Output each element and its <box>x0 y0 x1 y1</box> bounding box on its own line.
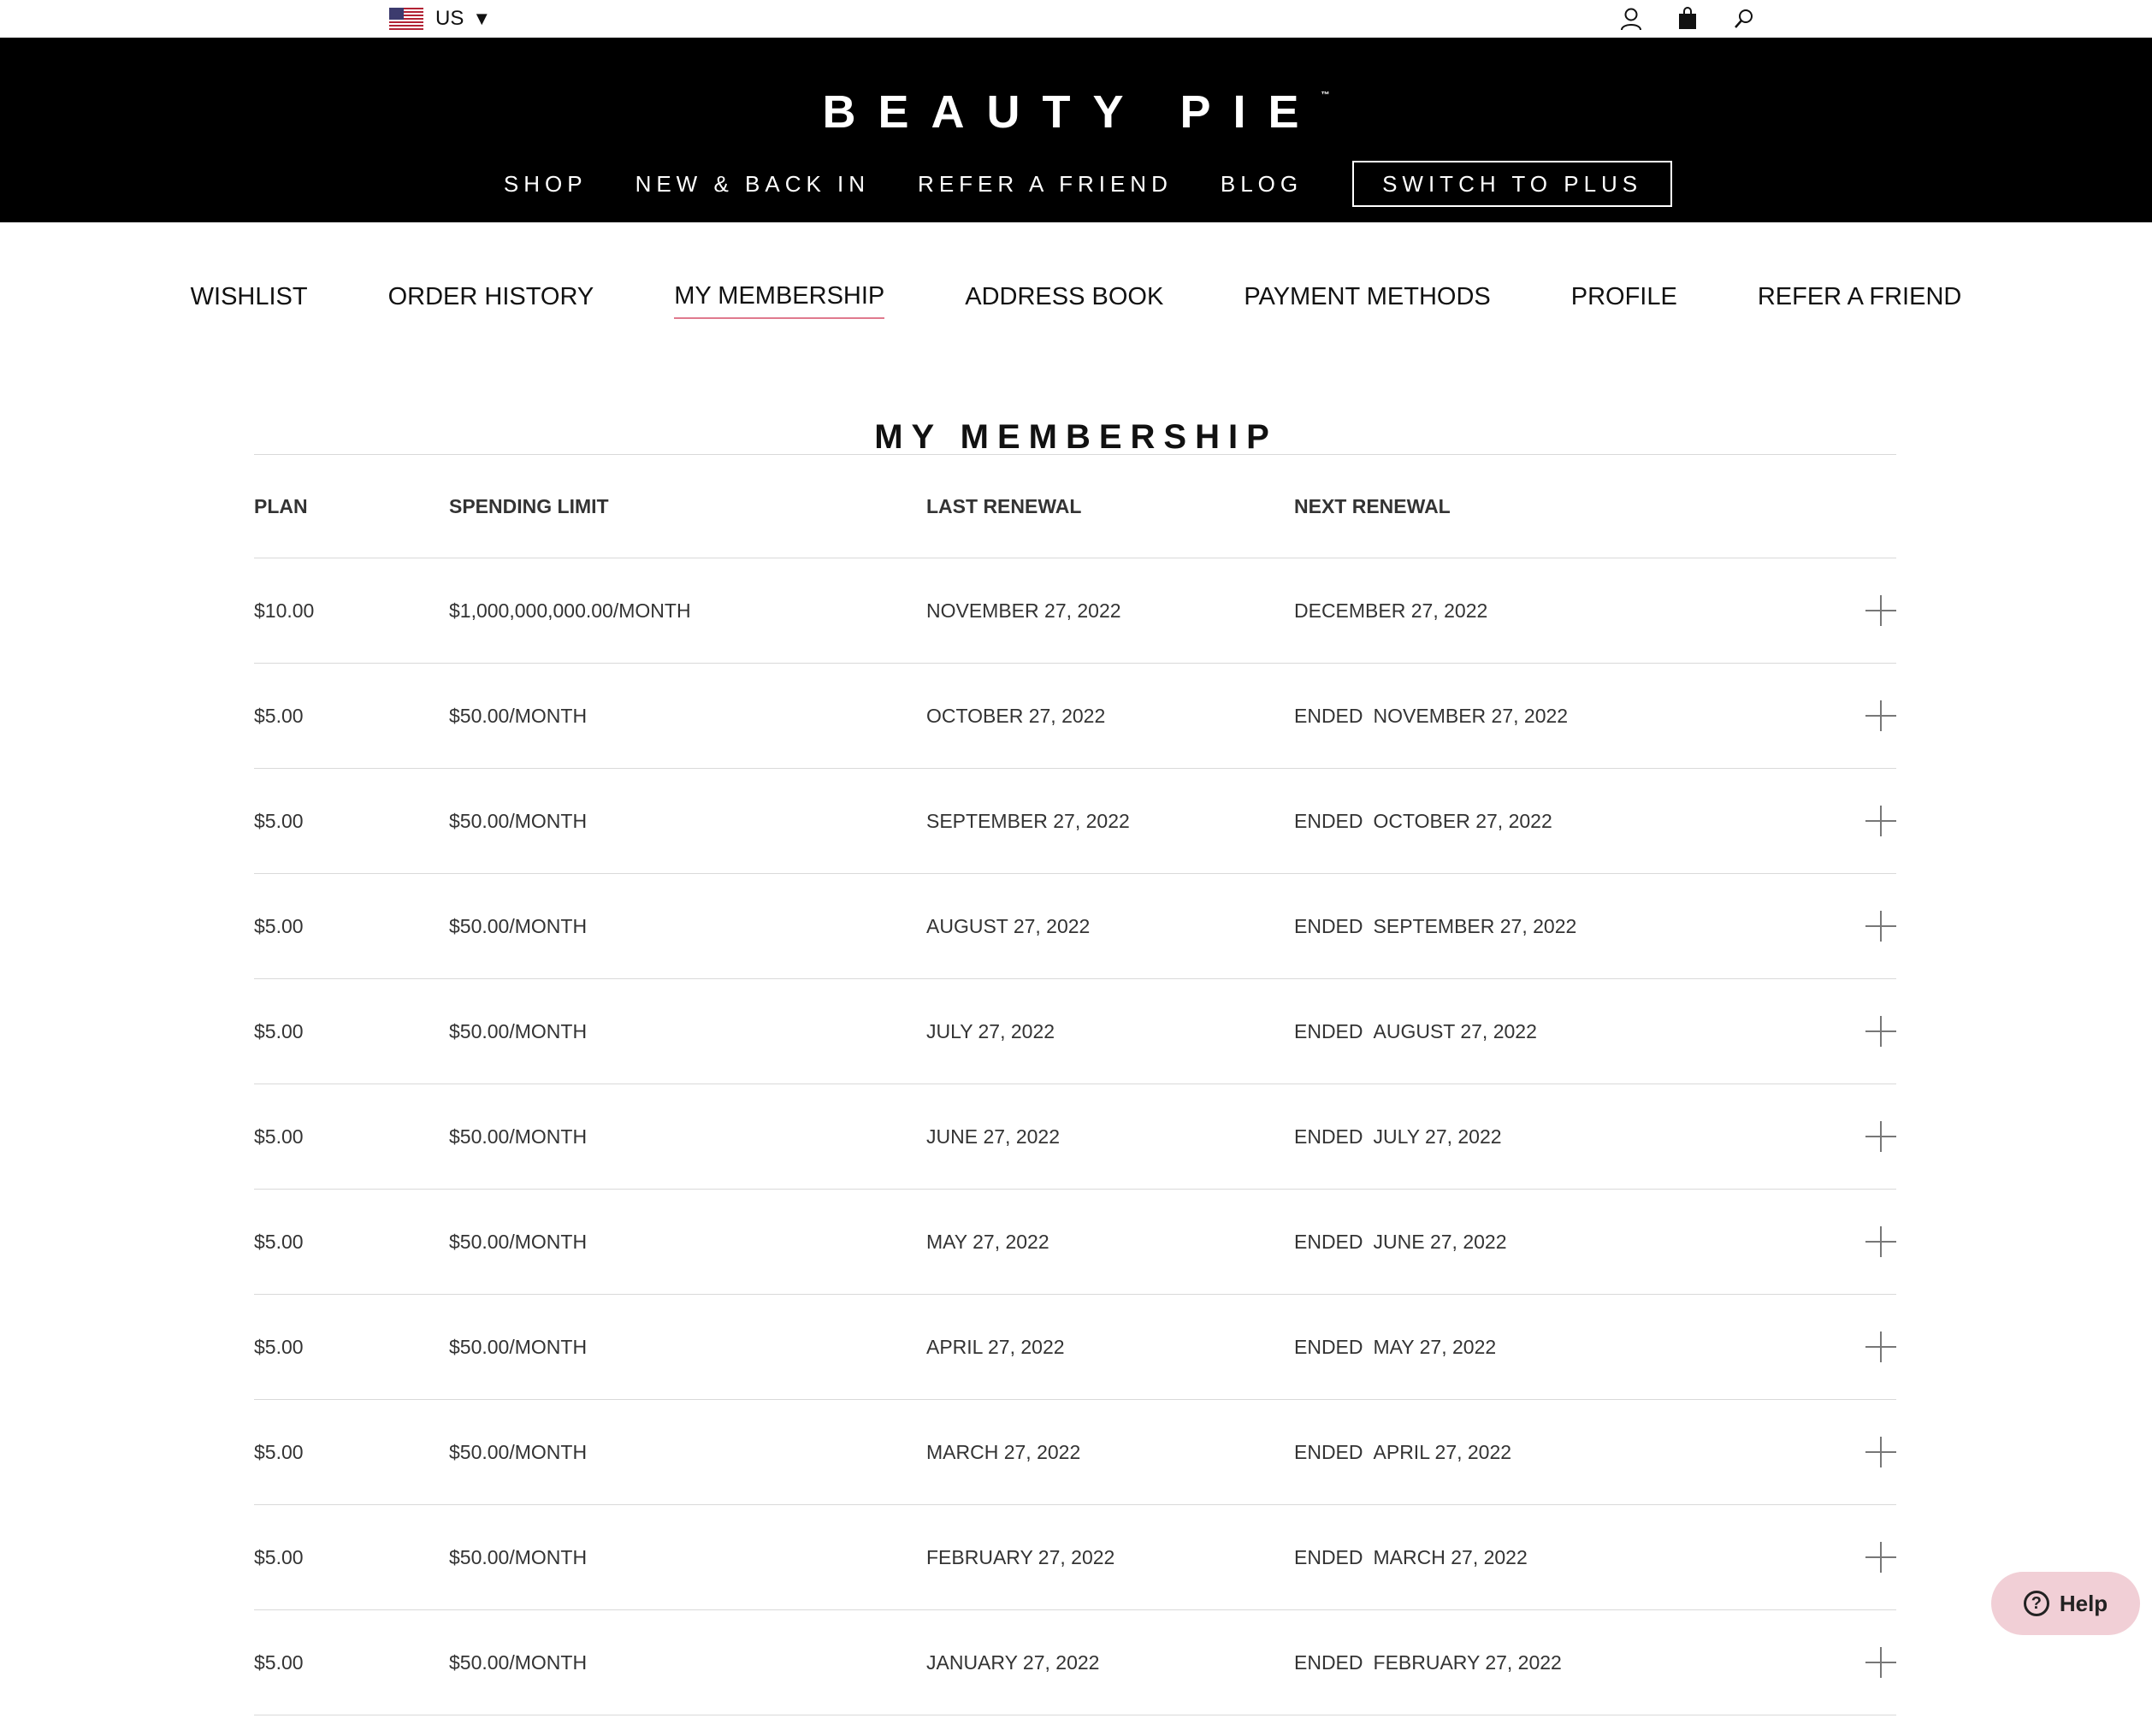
header-plan: PLAN <box>254 494 308 517</box>
status-ended-label: ENDED <box>1294 1440 1363 1463</box>
cell-next-renewal <box>1294 1020 1896 1043</box>
cell-spending-limit: $50.00/MONTH <box>449 809 588 832</box>
membership-table <box>254 454 1896 1715</box>
header-last-renewal: LAST RENEWAL <box>926 494 1082 517</box>
cell-next-renewal <box>1294 1231 1896 1254</box>
tab-address-book[interactable]: ADDRESS BOOK <box>965 283 1164 310</box>
cell-last-renewal: SEPTEMBER 27, 2022 <box>926 809 1130 832</box>
cell-last-renewal: OCTOBER 27, 2022 <box>926 704 1106 727</box>
site-header <box>0 38 2152 222</box>
cell-plan: $5.00 <box>254 914 304 937</box>
cell-plan: $5.00 <box>254 809 304 832</box>
next-renewal-date: SEPTEMBER 27, 2022 <box>1373 914 1577 937</box>
next-renewal-date: APRIL 27, 2022 <box>1373 1440 1512 1463</box>
account-nav <box>0 282 2152 319</box>
cell-last-renewal: MARCH 27, 2022 <box>926 1440 1081 1463</box>
nav-refer-a-friend[interactable]: REFER A FRIEND <box>918 170 1173 197</box>
cell-plan: $5.00 <box>254 1335 304 1358</box>
status-ended-label: ENDED <box>1294 1335 1363 1358</box>
utility-icons <box>1617 3 1759 34</box>
next-renewal-date: DECEMBER 27, 2022 <box>1294 599 1488 622</box>
cell-next-renewal <box>1294 1651 1896 1674</box>
status-ended-label: ENDED <box>1294 1125 1363 1148</box>
table-header <box>254 455 1896 558</box>
status-ended-label: ENDED <box>1294 1019 1363 1042</box>
tab-my-membership[interactable]: MY MEMBERSHIP <box>674 282 884 319</box>
help-button[interactable] <box>1991 1572 2140 1635</box>
cell-spending-limit: $50.00/MONTH <box>449 704 588 727</box>
table-row[interactable] <box>254 1295 1896 1400</box>
table-row[interactable] <box>254 1610 1896 1715</box>
cell-last-renewal: AUGUST 27, 2022 <box>926 914 1091 937</box>
locale-label: US <box>435 7 464 30</box>
cell-next-renewal <box>1294 599 1896 623</box>
expand-plus-icon[interactable] <box>1865 1437 1896 1467</box>
status-ended-label: ENDED <box>1294 914 1363 937</box>
cell-next-renewal <box>1294 1125 1896 1148</box>
caret-down-icon: ▼ <box>472 8 492 29</box>
cell-last-renewal: APRIL 27, 2022 <box>926 1335 1065 1358</box>
next-renewal-date: FEBRUARY 27, 2022 <box>1373 1650 1562 1674</box>
nav-blog[interactable]: BLOG <box>1220 170 1304 197</box>
expand-plus-icon[interactable] <box>1865 1332 1896 1362</box>
cell-spending-limit: $50.00/MONTH <box>449 1335 588 1358</box>
switch-to-plus-button[interactable]: SWITCH TO PLUS <box>1352 161 1672 207</box>
locale-selector[interactable] <box>389 3 491 34</box>
table-row[interactable] <box>254 1084 1896 1190</box>
cell-next-renewal <box>1294 1546 1896 1569</box>
header-next-renewal: NEXT RENEWAL <box>1294 494 1451 517</box>
next-renewal-date: MARCH 27, 2022 <box>1373 1545 1528 1568</box>
cell-spending-limit: $50.00/MONTH <box>449 1650 588 1674</box>
cell-last-renewal: MAY 27, 2022 <box>926 1230 1049 1253</box>
next-renewal-date: JULY 27, 2022 <box>1373 1125 1502 1148</box>
table-row[interactable] <box>254 1400 1896 1505</box>
expand-plus-icon[interactable] <box>1865 1226 1896 1257</box>
cell-plan: $5.00 <box>254 1650 304 1674</box>
status-ended-label: ENDED <box>1294 1230 1363 1253</box>
question-icon: ? <box>2024 1591 2049 1616</box>
cell-plan: $5.00 <box>254 704 304 727</box>
utility-bar <box>0 0 2152 38</box>
next-renewal-date: OCTOBER 27, 2022 <box>1373 809 1552 832</box>
cell-spending-limit: $50.00/MONTH <box>449 1125 588 1148</box>
expand-plus-icon[interactable] <box>1865 911 1896 942</box>
expand-plus-icon[interactable] <box>1865 1647 1896 1678</box>
table-row[interactable] <box>254 558 1896 664</box>
account-icon[interactable] <box>1617 4 1646 33</box>
cell-plan: $5.00 <box>254 1125 304 1148</box>
table-row[interactable] <box>254 664 1896 769</box>
expand-plus-icon[interactable] <box>1865 595 1896 626</box>
next-renewal-date: NOVEMBER 27, 2022 <box>1373 704 1569 727</box>
page-title: MY MEMBERSHIP <box>874 417 1278 456</box>
nav-new-back-in[interactable]: NEW & BACK IN <box>635 170 871 197</box>
table-row[interactable] <box>254 1190 1896 1295</box>
expand-plus-icon[interactable] <box>1865 1542 1896 1573</box>
cell-last-renewal: FEBRUARY 27, 2022 <box>926 1545 1115 1568</box>
cell-last-renewal: JUNE 27, 2022 <box>926 1125 1060 1148</box>
tab-profile[interactable]: PROFILE <box>1570 283 1677 310</box>
cell-next-renewal <box>1294 915 1896 938</box>
cell-plan: $5.00 <box>254 1230 304 1253</box>
brand-logo[interactable]: BEAUTY PIE™ <box>822 86 1330 138</box>
cell-plan: $5.00 <box>254 1019 304 1042</box>
status-ended-label: ENDED <box>1294 1545 1363 1568</box>
bag-icon[interactable] <box>1673 4 1702 33</box>
us-flag-icon <box>389 8 423 30</box>
cell-last-renewal: JULY 27, 2022 <box>926 1019 1055 1042</box>
cell-next-renewal <box>1294 1441 1896 1464</box>
status-ended-label: ENDED <box>1294 809 1363 832</box>
cell-last-renewal: JANUARY 27, 2022 <box>926 1650 1100 1674</box>
help-label: Help <box>2059 1590 2108 1616</box>
cell-next-renewal <box>1294 705 1896 728</box>
table-row[interactable] <box>254 874 1896 979</box>
table-row[interactable] <box>254 1505 1896 1610</box>
header-spending-limit: SPENDING LIMIT <box>449 494 609 517</box>
table-row[interactable] <box>254 979 1896 1084</box>
status-ended-label: ENDED <box>1294 1650 1363 1674</box>
nav-shop[interactable]: SHOP <box>503 170 588 197</box>
tab-payment-methods[interactable]: PAYMENT METHODS <box>1244 283 1491 310</box>
cell-spending-limit: $1,000,000,000.00/MONTH <box>449 599 691 622</box>
expand-plus-icon[interactable] <box>1865 806 1896 836</box>
cell-next-renewal <box>1294 1336 1896 1359</box>
cell-plan: $10.00 <box>254 599 315 622</box>
next-renewal-date: JUNE 27, 2022 <box>1373 1230 1507 1253</box>
cell-spending-limit: $50.00/MONTH <box>449 1230 588 1253</box>
tab-order-history[interactable]: ORDER HISTORY <box>387 283 594 310</box>
cell-spending-limit: $50.00/MONTH <box>449 914 588 937</box>
cell-last-renewal: NOVEMBER 27, 2022 <box>926 599 1121 622</box>
cell-spending-limit: $50.00/MONTH <box>449 1440 588 1463</box>
status-ended-label: ENDED <box>1294 704 1363 727</box>
cell-spending-limit: $50.00/MONTH <box>449 1019 588 1042</box>
trademark-mark: ™ <box>1321 91 1330 100</box>
table-row[interactable] <box>254 769 1896 874</box>
tab-refer-a-friend[interactable]: REFER A FRIEND <box>1757 283 1962 310</box>
expand-plus-icon[interactable] <box>1865 1121 1896 1152</box>
cell-plan: $5.00 <box>254 1545 304 1568</box>
cell-next-renewal <box>1294 810 1896 833</box>
expand-plus-icon[interactable] <box>1865 700 1896 731</box>
tab-wishlist[interactable]: WISHLIST <box>190 283 308 310</box>
main-nav <box>0 161 2152 207</box>
expand-plus-icon[interactable] <box>1865 1016 1896 1047</box>
search-icon[interactable] <box>1729 4 1759 33</box>
cell-plan: $5.00 <box>254 1440 304 1463</box>
next-renewal-date: AUGUST 27, 2022 <box>1373 1019 1537 1042</box>
next-renewal-date: MAY 27, 2022 <box>1373 1335 1497 1358</box>
cell-spending-limit: $50.00/MONTH <box>449 1545 588 1568</box>
